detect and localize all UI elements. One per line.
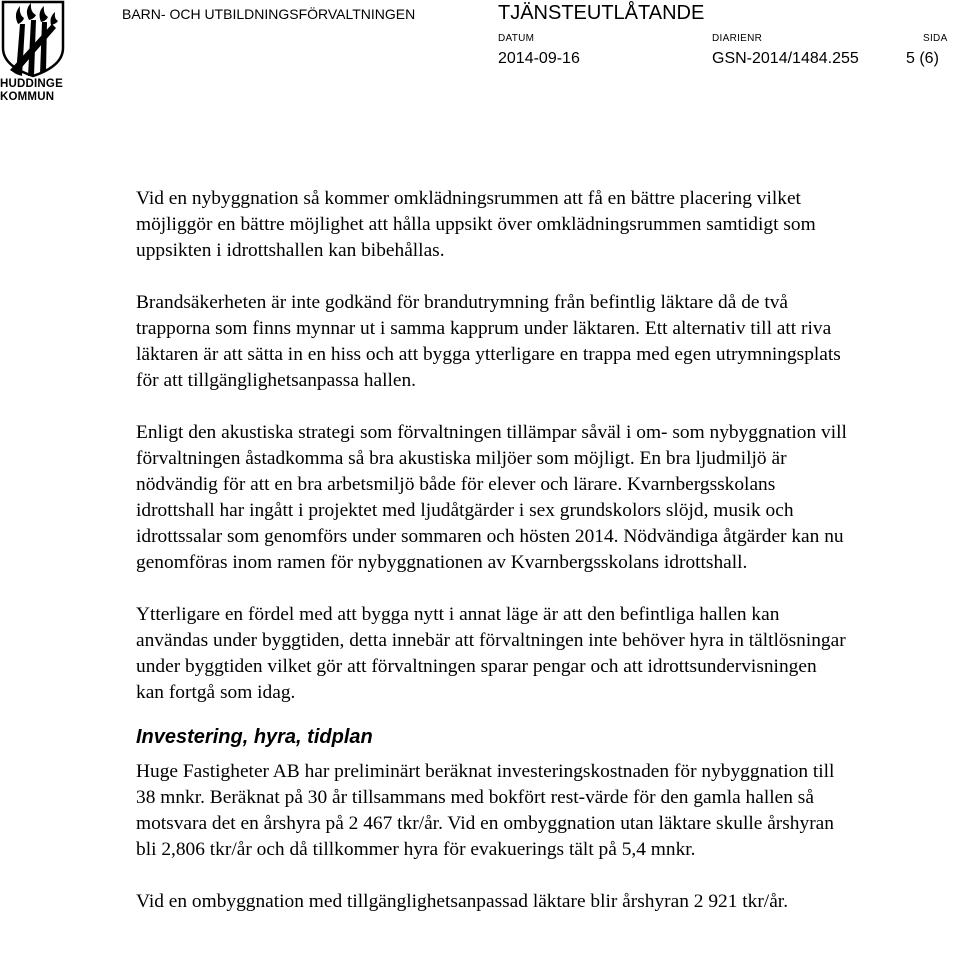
page-label: SIDA xyxy=(923,33,948,44)
date-value: 2014-09-16 xyxy=(498,50,580,67)
body-paragraph: Vid en ombyggnation med tillgänglighetsanpassad läktare blir årshyran 2 921 tkr/år. xyxy=(136,891,789,912)
torch-crest-icon xyxy=(0,0,70,78)
department-name: BARN- OCH UTBILDNINGSFÖRVALTNINGEN xyxy=(122,6,416,22)
section-heading: Investering, hyra, tidplan xyxy=(136,726,373,748)
page-number: 5 (6) xyxy=(906,50,939,67)
logo-text-line: HUDDINGE xyxy=(0,78,63,90)
body-paragraph: Vid en nybyggnation så kommer omklädningsrummen att få en bättre placering vilket möjliggör en bättre möjlighet att hålla uppsikt över omklädningsrummen samtidigt som uppsikten i idrottshallen kan bibehållas. xyxy=(136,188,816,261)
diarienr-value: GSN-2014/1484.255 xyxy=(712,50,859,67)
document-body xyxy=(136,186,848,941)
body-paragraph: Ytterligare en fördel med att bygga nytt i annat läge är att den befintliga hallen kan användas under byggtiden, detta innebär att förvaltningen inte behöver hyra in tältlösningar under byggtiden vilket gör att förvaltningen sparar pengar och att idrottsundervisningen kan fortgå som idag. xyxy=(136,604,846,703)
document-type: TJÄNSTEUTLÅTANDE xyxy=(498,2,705,24)
body-paragraph: Enligt den akustiska strategi som förvaltningen tillämpar såväl i om- som nybyggnation vill förvaltningen åstadkomma så bra akustiska miljöer som möjligt. En bra ljudmiljö är nödvändig för att en bra arbetsmiljö både för elever och lärare. Kvarnbergsskolans idrottshall har ingått i projektet med ljudåtgärder i sex grundskolors slöjd, musik och idrottssalar som genomförs under sommaren och hösten 2014. Nödvändiga åtgärder kan nu genomföras inom ramen för nybyggnationen av Kvarnbergsskolans idrottshall. xyxy=(136,422,847,573)
body-paragraph: Brandsäkerheten är inte godkänd för brandutrymning från befintlig läktare då de två trapporna som finns mynnar ut i samma kapprum under läktaren. Ett alternativ till att riva läktaren är att sätta in en hiss och att bygga ytterligare en trappa med egen utrymningsplats för att tillgänglighetsanpassa hallen. xyxy=(136,292,841,391)
logo-text-line: KOMMUN xyxy=(0,91,55,103)
body-paragraph: Huge Fastigheter AB har preliminärt beräknat investeringskostnaden för nybyggnation till 38 mnkr. Beräknat på 30 år tillsammans med bokfört rest-värde för den gamla hallen så motsvara det en årshyra på 2 467 tkr/år. Vid en ombyggnation utan läktare skulle årshyran bli 2,806 tkr/år och då tillkommer hyra för evakuerings tält på 5,4 mnkr. xyxy=(136,761,835,860)
logo-text xyxy=(0,78,72,104)
municipality-logo xyxy=(0,0,70,110)
date-label: DATUM xyxy=(498,33,535,44)
diarienr-label: DIARIENR xyxy=(712,33,763,44)
